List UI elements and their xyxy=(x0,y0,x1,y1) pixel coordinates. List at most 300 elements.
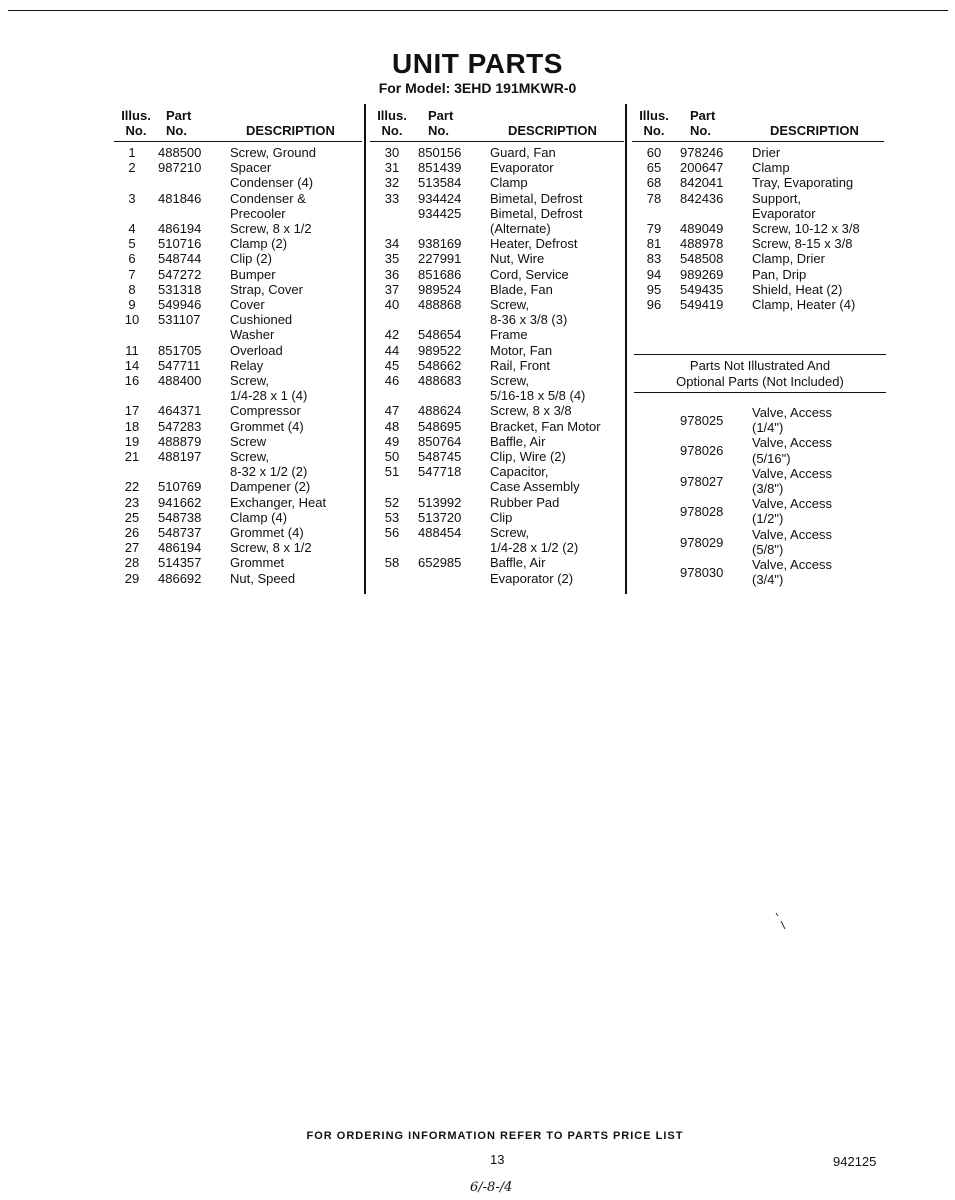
description-line: Bimetal, Defrost xyxy=(490,205,583,221)
parts-row xyxy=(112,358,326,373)
parts-list-column-1 xyxy=(112,145,326,586)
part-description xyxy=(490,555,573,585)
description-line: (1/2") xyxy=(752,511,784,527)
parts-list-column-2 xyxy=(372,145,601,586)
part-number: 987210 xyxy=(158,160,202,176)
parts-row xyxy=(112,191,326,221)
description-line: Grommet (4) xyxy=(230,525,304,541)
part-description xyxy=(752,527,892,557)
header-underline xyxy=(114,141,362,142)
description-line: Frame xyxy=(490,327,528,343)
description-line: Compressor xyxy=(230,403,301,419)
description-header: DESCRIPTION xyxy=(508,123,597,138)
illus-number: 27 xyxy=(124,540,140,556)
description-line: Spacer xyxy=(230,160,272,176)
optional-part-row xyxy=(680,496,892,526)
part-description xyxy=(230,449,307,479)
page-title: UNIT PARTS xyxy=(392,48,563,79)
description-line: Screw, xyxy=(490,525,530,541)
parts-row xyxy=(372,282,601,297)
part-number: 549419 xyxy=(680,297,724,313)
part-number: 548738 xyxy=(158,509,202,525)
part-description xyxy=(490,206,582,236)
parts-row xyxy=(372,343,601,358)
part-number: 548745 xyxy=(418,449,462,465)
parts-row xyxy=(112,419,326,434)
part-number: 850764 xyxy=(418,433,462,449)
illus-number: 36 xyxy=(384,266,400,282)
part-number: 486194 xyxy=(158,221,202,237)
part-description xyxy=(490,236,577,251)
illus-number: 40 xyxy=(384,297,400,313)
illus-number: 50 xyxy=(384,449,400,465)
parts-row xyxy=(372,160,601,175)
illus-number: 83 xyxy=(646,251,662,267)
optional-part-row xyxy=(680,405,892,435)
description-line: Clamp xyxy=(752,160,790,176)
parts-row xyxy=(372,555,601,585)
description-line: Motor, Fan xyxy=(490,342,553,358)
illus-number: 60 xyxy=(646,145,662,160)
illus-number: 33 xyxy=(384,190,400,206)
part-number: 548695 xyxy=(418,418,462,434)
description-line: Blade, Fan xyxy=(490,281,553,297)
description-line: Valve, Access xyxy=(752,435,832,451)
part-description xyxy=(752,405,892,435)
description-line: Screw, xyxy=(490,297,530,313)
description-line: Screw, 8 x 1/2 xyxy=(230,221,312,237)
part-number: 851686 xyxy=(418,266,462,282)
part-number: 989522 xyxy=(418,342,462,358)
parts-row xyxy=(372,327,601,342)
part-description xyxy=(752,251,825,266)
parts-row xyxy=(372,236,601,251)
top-rule xyxy=(8,10,948,11)
part-description xyxy=(752,160,790,175)
illus-number: 95 xyxy=(646,281,662,297)
part-number: 488400 xyxy=(158,373,202,389)
description-line: Screw, Ground xyxy=(230,145,316,160)
part-number: 652985 xyxy=(418,555,462,571)
part-number: 510769 xyxy=(158,479,202,495)
description-line: Strap, Cover xyxy=(230,281,303,297)
illus-number: 37 xyxy=(384,281,400,297)
parts-row xyxy=(372,419,601,434)
description-line: 1/4-28 x 1 (4) xyxy=(230,388,308,404)
description-line: Support, xyxy=(752,190,802,206)
illus-number: 58 xyxy=(384,555,400,571)
not-illustrated-heading: Parts Not Illustrated And Optional Parts (Not Included) xyxy=(676,358,844,389)
illus-number: 81 xyxy=(646,236,662,252)
part-number: 938169 xyxy=(418,236,462,252)
part-number: 978028 xyxy=(680,504,724,520)
description-line: Guard, Fan xyxy=(490,145,556,160)
description-line: Screw, 10-12 x 3/8 xyxy=(752,221,860,237)
part-description xyxy=(752,191,816,221)
illus-number: 22 xyxy=(124,479,140,495)
parts-row xyxy=(372,145,601,160)
illus-number: 17 xyxy=(124,403,140,419)
illus-number: 49 xyxy=(384,433,400,449)
illus-number: 8 xyxy=(128,281,136,297)
illus-number: 1 xyxy=(128,145,136,160)
description-line: Rubber Pad xyxy=(490,494,560,510)
illus-number: 53 xyxy=(384,509,400,525)
description-line: (3/8") xyxy=(752,481,784,497)
description-line: Clamp, Drier xyxy=(752,251,825,267)
part-number: 547711 xyxy=(158,357,201,373)
part-description xyxy=(490,449,566,464)
illus-number: 78 xyxy=(646,190,662,206)
illus-number: 65 xyxy=(646,160,662,176)
parts-row xyxy=(372,191,601,206)
parts-row xyxy=(112,160,326,190)
description-header: DESCRIPTION xyxy=(770,123,859,138)
part-number: 513584 xyxy=(418,175,462,191)
part-number: 486194 xyxy=(158,540,202,556)
part-number: 513992 xyxy=(418,494,462,510)
part-description xyxy=(490,191,582,206)
description-line: Evaporator xyxy=(490,160,554,176)
description-line: Evaporator (2) xyxy=(490,570,574,586)
part-number: 488978 xyxy=(680,236,724,252)
illus-number: 5 xyxy=(128,236,136,252)
description-line: Valve, Access xyxy=(752,496,832,512)
parts-list-column-3 xyxy=(634,145,860,312)
part-description xyxy=(230,571,295,586)
part-description xyxy=(490,145,556,160)
description-line: Clip (2) xyxy=(230,251,272,267)
parts-row xyxy=(112,221,326,236)
part-no-header: Part No. xyxy=(428,108,454,138)
part-number: 978246 xyxy=(680,145,724,160)
parts-row xyxy=(372,373,601,403)
part-number: 488683 xyxy=(418,373,462,389)
description-line: Clip xyxy=(490,509,513,525)
description-line: Screw, xyxy=(230,373,270,389)
parts-row xyxy=(634,282,860,297)
part-description xyxy=(490,282,553,297)
illus-number: 34 xyxy=(384,236,400,252)
description-line: Exchanger, Heat xyxy=(230,494,327,510)
part-number: 464371 xyxy=(158,403,202,419)
part-no-header: Part No. xyxy=(166,108,192,138)
illus-number: 47 xyxy=(384,403,400,419)
parts-row xyxy=(372,251,601,266)
parts-row xyxy=(112,251,326,266)
part-description xyxy=(752,221,860,236)
illus-number: 28 xyxy=(124,555,140,571)
description-line: Cover xyxy=(230,297,265,313)
illus-number: 68 xyxy=(646,175,662,191)
part-description xyxy=(230,403,301,418)
part-description xyxy=(230,282,303,297)
illus-number: 4 xyxy=(128,221,136,237)
part-number: 978027 xyxy=(680,473,724,489)
ordering-note: FOR ORDERING INFORMATION REFER TO PARTS PRICE LIST xyxy=(306,1130,684,1142)
optional-part-row xyxy=(680,557,892,587)
part-number: 488454 xyxy=(418,525,462,541)
part-description xyxy=(490,267,569,282)
part-description xyxy=(230,236,287,251)
part-number: 850156 xyxy=(418,145,462,160)
illus-number: 18 xyxy=(124,418,140,434)
parts-row xyxy=(634,297,860,312)
part-number: 488868 xyxy=(418,297,462,313)
description-line: Valve, Access xyxy=(752,405,832,420)
description-line: Bimetal, Defrost xyxy=(490,190,583,206)
description-line: Precooler xyxy=(230,205,286,221)
part-description xyxy=(230,297,265,312)
illus-number: 32 xyxy=(384,175,400,191)
parts-row xyxy=(112,525,326,540)
illus-number: 26 xyxy=(124,525,140,541)
part-number: 548744 xyxy=(158,251,202,267)
illus-number: 21 xyxy=(124,449,140,465)
part-description xyxy=(490,403,572,418)
description-line: Grommet xyxy=(230,555,285,571)
page-number: 13 xyxy=(490,1152,505,1167)
illus-no-header: Illus. No. xyxy=(377,108,407,138)
part-number: 510716 xyxy=(158,236,202,252)
part-description xyxy=(230,540,312,555)
part-number: 978025 xyxy=(680,413,724,428)
description-line: Clamp, Heater (4) xyxy=(752,297,856,313)
part-number: 941662 xyxy=(158,494,202,510)
part-description xyxy=(490,419,601,434)
part-description xyxy=(490,343,552,358)
description-line: Cushioned xyxy=(230,312,293,328)
part-number: 548737 xyxy=(158,525,202,541)
illus-number: 52 xyxy=(384,494,400,510)
parts-row xyxy=(112,571,326,586)
illus-number: 6 xyxy=(128,251,136,267)
description-line: 8-36 x 3/8 (3) xyxy=(490,312,568,328)
part-number: 978029 xyxy=(680,534,724,550)
illus-number: 30 xyxy=(384,145,400,160)
description-line: (Alternate) xyxy=(490,221,551,237)
part-no-header: Part No. xyxy=(690,108,716,138)
description-line: Screw, 8-15 x 3/8 xyxy=(752,236,853,252)
parts-row xyxy=(372,175,601,190)
description-line: Condenser (4) xyxy=(230,175,314,191)
description-line: Evaporator xyxy=(752,205,816,221)
illus-number: 42 xyxy=(384,327,400,343)
illus-number: 14 xyxy=(124,357,140,373)
description-line: Screw, 8 x 1/2 xyxy=(230,540,312,556)
description-line: Clamp (4) xyxy=(230,509,288,525)
parts-row xyxy=(634,191,860,221)
description-line: Screw, xyxy=(490,373,530,389)
part-number: 488197 xyxy=(158,449,202,465)
part-number: 851705 xyxy=(158,342,202,358)
description-line: Tray, Evaporating xyxy=(752,175,854,191)
part-description xyxy=(230,479,310,494)
part-description xyxy=(490,373,585,403)
illus-number: 46 xyxy=(384,373,400,389)
parts-row xyxy=(112,297,326,312)
part-description xyxy=(752,435,892,465)
description-line: Dampener (2) xyxy=(230,479,311,495)
part-description xyxy=(230,510,287,525)
parts-row xyxy=(112,449,326,479)
parts-row xyxy=(112,312,326,342)
part-number: 227991 xyxy=(418,251,462,267)
illus-number: 29 xyxy=(124,570,140,586)
parts-row xyxy=(372,267,601,282)
description-line: Case Assembly xyxy=(490,479,580,495)
description-line: Washer xyxy=(230,327,275,343)
parts-row xyxy=(112,373,326,403)
parts-row xyxy=(372,525,601,555)
description-line: Clamp xyxy=(490,175,528,191)
illus-no-header: Illus. No. xyxy=(121,108,151,138)
part-number: 989269 xyxy=(680,266,724,282)
illus-number: 3 xyxy=(128,190,136,206)
part-description xyxy=(752,175,853,190)
illus-number: 25 xyxy=(124,509,140,525)
part-number: 547272 xyxy=(158,266,202,282)
parts-row xyxy=(112,540,326,555)
part-description xyxy=(490,358,550,373)
illus-number: 19 xyxy=(124,433,140,449)
part-description xyxy=(490,464,580,494)
part-description xyxy=(490,510,512,525)
header-underline xyxy=(370,141,624,142)
part-description xyxy=(752,557,892,587)
part-description xyxy=(230,251,272,266)
part-description xyxy=(230,191,306,221)
description-line: Heater, Defrost xyxy=(490,236,578,252)
description-line: Overload xyxy=(230,342,283,358)
parts-row xyxy=(112,510,326,525)
part-number: 488624 xyxy=(418,403,462,419)
part-description xyxy=(490,160,554,175)
parts-row xyxy=(112,267,326,282)
illus-number: 2 xyxy=(128,160,136,176)
illus-number: 7 xyxy=(128,266,136,282)
parts-row xyxy=(112,495,326,510)
description-line: 8-32 x 1/2 (2) xyxy=(230,464,308,480)
parts-row xyxy=(634,221,860,236)
illus-number: 31 xyxy=(384,160,400,176)
illus-number: 79 xyxy=(646,221,662,237)
part-description xyxy=(230,358,263,373)
description-line: Screw, 8 x 3/8 xyxy=(490,403,572,419)
description-line: Nut, Wire xyxy=(490,251,545,267)
optional-part-row xyxy=(680,527,892,557)
description-line: Pan, Drip xyxy=(752,266,807,282)
part-number: 489049 xyxy=(680,221,724,237)
parts-row xyxy=(112,403,326,418)
part-number: 548662 xyxy=(418,357,462,373)
description-line: Baffle, Air xyxy=(490,433,546,449)
illus-number: 16 xyxy=(124,373,140,389)
description-line: Grommet (4) xyxy=(230,418,304,434)
illus-no-header: Illus. No. xyxy=(639,108,669,138)
description-line: Screw, xyxy=(230,449,270,465)
description-header: DESCRIPTION xyxy=(246,123,335,138)
illus-number: 51 xyxy=(384,464,400,480)
part-description xyxy=(230,525,304,540)
part-description xyxy=(752,145,780,160)
parts-row xyxy=(634,175,860,190)
part-number: 200647 xyxy=(680,160,724,176)
part-description xyxy=(230,221,312,236)
description-line: Valve, Access xyxy=(752,526,832,542)
illus-number: 45 xyxy=(384,357,400,373)
part-number: 547283 xyxy=(158,418,202,434)
illus-number: 23 xyxy=(124,494,140,510)
header-underline xyxy=(632,141,884,142)
column-divider xyxy=(625,104,627,594)
document-number: 942125 xyxy=(833,1154,877,1169)
parts-row xyxy=(372,510,601,525)
description-line: Relay xyxy=(230,357,264,373)
illus-number: 35 xyxy=(384,251,400,267)
part-number: 851439 xyxy=(418,160,462,176)
description-line: Cord, Service xyxy=(490,266,569,282)
description-line: Drier xyxy=(752,145,781,160)
description-line: 1/4-28 x 1/2 (2) xyxy=(490,540,579,556)
description-line: 5/16-18 x 5/8 (4) xyxy=(490,388,586,404)
not-illustrated-list xyxy=(680,405,892,587)
part-number: 514357 xyxy=(158,555,202,571)
column-divider xyxy=(364,104,366,594)
part-description xyxy=(490,327,528,342)
part-description xyxy=(752,282,842,297)
parts-row xyxy=(634,236,860,251)
illus-number: 56 xyxy=(384,525,400,541)
parts-row xyxy=(372,403,601,418)
part-number: 547718 xyxy=(418,464,462,480)
part-number: 842436 xyxy=(680,190,724,206)
part-description xyxy=(490,495,559,510)
parts-row xyxy=(112,236,326,251)
parts-row xyxy=(634,160,860,175)
part-description xyxy=(490,297,567,327)
part-description xyxy=(230,160,313,190)
part-description xyxy=(490,434,545,449)
parts-row xyxy=(634,145,860,160)
description-line: Condenser & xyxy=(230,190,306,206)
part-number: 549435 xyxy=(680,281,724,297)
description-line: Screw xyxy=(230,433,267,449)
part-description xyxy=(490,251,544,266)
part-description xyxy=(490,175,528,190)
section-rule xyxy=(634,392,886,393)
illus-number: 44 xyxy=(384,342,400,358)
part-number: 531318 xyxy=(158,281,202,297)
description-line: (1/4") xyxy=(752,420,784,436)
parts-row xyxy=(372,449,601,464)
part-description xyxy=(230,555,284,570)
part-description xyxy=(752,267,806,282)
part-number: 978026 xyxy=(680,443,724,459)
part-number: 486692 xyxy=(158,570,202,586)
part-description xyxy=(230,343,283,358)
part-number: 548654 xyxy=(418,327,462,343)
description-line: Clamp (2) xyxy=(230,236,288,252)
part-description xyxy=(230,145,316,160)
part-description xyxy=(752,297,855,312)
parts-row xyxy=(112,145,326,160)
illus-number: 11 xyxy=(125,342,139,358)
parts-row xyxy=(372,358,601,373)
description-line: Bracket, Fan Motor xyxy=(490,418,601,434)
parts-row xyxy=(372,495,601,510)
optional-part-row xyxy=(680,435,892,465)
